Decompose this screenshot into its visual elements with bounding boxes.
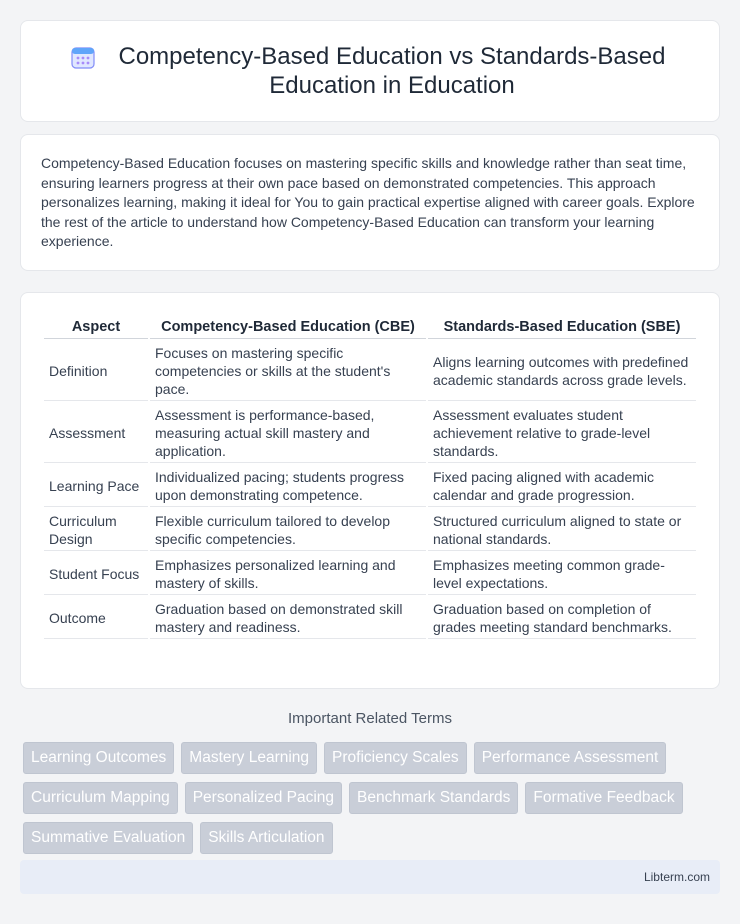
title-card (20, 20, 720, 122)
row-cbe: Flexible curriculum tailored to develop specific competencies. (150, 509, 426, 551)
footer (20, 860, 720, 894)
header-sbe: Standards-Based Education (SBE) (428, 315, 696, 339)
row-sbe: Fixed pacing aligned with academic calendar and grade progression. (428, 465, 696, 507)
term-tag[interactable]: Personalized Pacing (185, 782, 342, 814)
term-tag[interactable]: Curriculum Mapping (23, 782, 178, 814)
row-cbe: Graduation based on demonstrated skill mastery and readiness. (150, 597, 426, 639)
header-cbe: Competency-Based Education (CBE) (150, 315, 426, 339)
calendar-icon (68, 42, 98, 72)
row-sbe: Structured curriculum aligned to state or national standards. (428, 509, 696, 551)
row-aspect: Definition (44, 341, 148, 401)
term-tag[interactable]: Performance Assessment (474, 742, 667, 774)
related-terms-list (23, 742, 723, 854)
term-tag[interactable]: Mastery Learning (181, 742, 317, 774)
row-aspect: Curriculum Design (44, 509, 148, 551)
intro-card (20, 134, 720, 271)
row-sbe: Assessment evaluates student achievement relative to grade-level standards. (428, 403, 696, 463)
term-tag[interactable]: Skills Articulation (200, 822, 332, 854)
table-row (44, 597, 696, 639)
footer-site-link[interactable]: Libterm.com (643, 870, 710, 884)
row-cbe: Assessment is performance-based, measuring actual skill mastery and application. (150, 403, 426, 463)
term-tag[interactable]: Formative Feedback (525, 782, 682, 814)
comparison-table (42, 313, 698, 641)
table-header-row (44, 315, 696, 339)
row-sbe: Aligns learning outcomes with predefined academic standards across grade levels. (428, 341, 696, 401)
term-tag[interactable]: Benchmark Standards (349, 782, 518, 814)
row-aspect: Student Focus (44, 553, 148, 595)
row-sbe: Emphasizes meeting common grade-level expectations. (428, 553, 696, 595)
row-sbe: Graduation based on completion of grades meeting standard benchmarks. (428, 597, 696, 639)
row-aspect: Outcome (44, 597, 148, 639)
table-row (44, 509, 696, 551)
row-aspect: Assessment (44, 403, 148, 463)
table-row (44, 553, 696, 595)
row-cbe: Individualized pacing; students progress upon demonstrating competence. (150, 465, 426, 507)
row-cbe: Focuses on mastering specific competencies or skills at the student's pace. (150, 341, 426, 401)
related-terms-title: Important Related Terms (288, 710, 452, 727)
term-tag[interactable]: Summative Evaluation (23, 822, 193, 854)
row-aspect: Learning Pace (44, 465, 148, 507)
table-row (44, 341, 696, 401)
intro-paragraph: Competency-Based Education focuses on mastering specific skills and knowledge rather than seat time, ensuring learners progress at their own pace based on demonstrated competencies. This approach personalizes learning, making it ideal for You to gain practical expertise aligned with career goals. Explore the rest of the article to understand how Competency-Based Education can transform your learning experience. (41, 155, 695, 250)
table-row (44, 403, 696, 463)
header-aspect: Aspect (44, 315, 148, 339)
page-title: Competency-Based Education vs Standards-Based Education in Education (118, 43, 666, 99)
row-cbe: Emphasizes personalized learning and mastery of skills. (150, 553, 426, 595)
term-tag[interactable]: Proficiency Scales (324, 742, 467, 774)
table-row (44, 465, 696, 507)
comparison-card (20, 292, 720, 689)
term-tag[interactable]: Learning Outcomes (23, 742, 174, 774)
